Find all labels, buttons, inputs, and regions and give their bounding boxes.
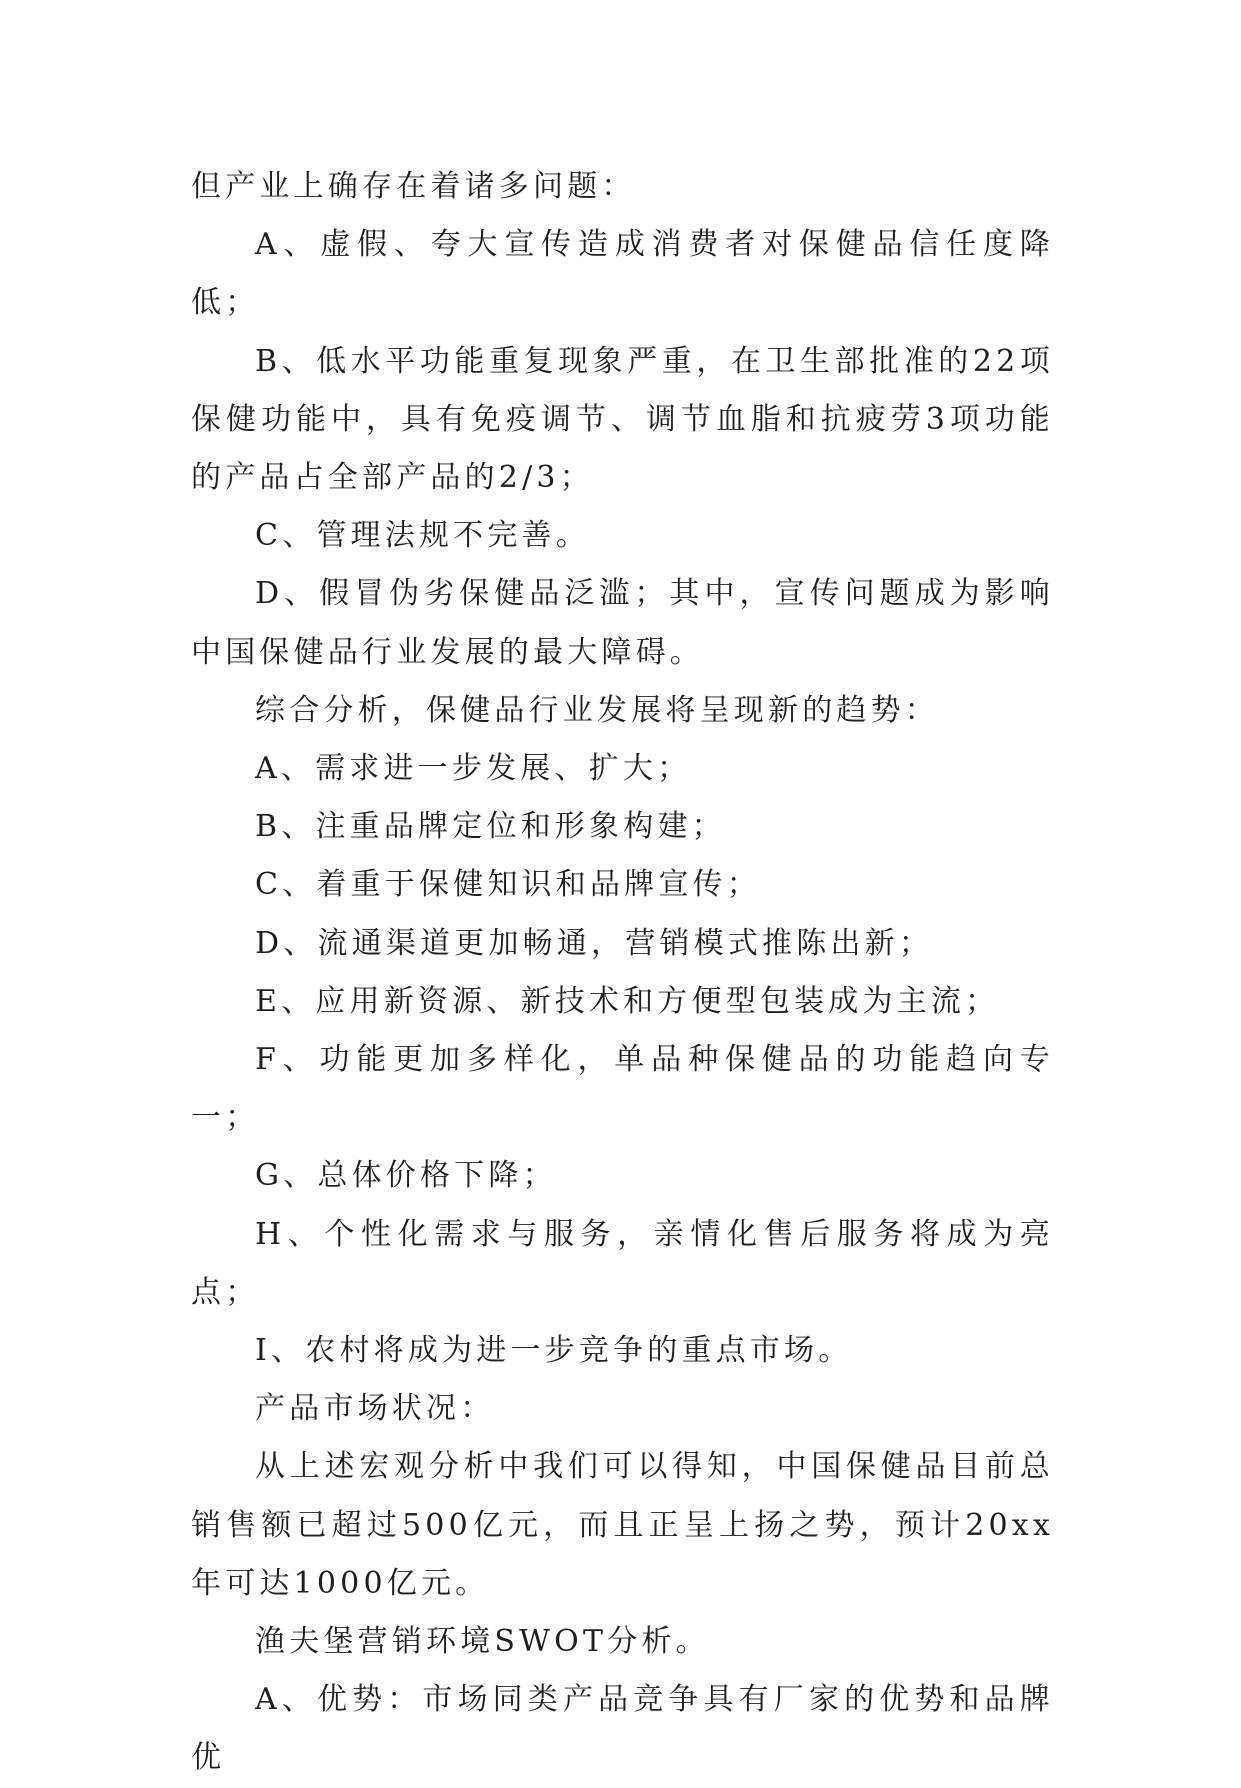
paragraph: 综合分析，保健品行业发展将呈现新的趋势： xyxy=(255,692,939,728)
list-item: G、总体价格下降； xyxy=(255,1158,557,1194)
list-item: A、需求进一步发展、扩大； xyxy=(255,751,692,787)
paragraph: D、假冒伪劣保健品泛滥；其中，宣传问题成为影响中国保健品行业发展的最大障碍。 xyxy=(191,576,1054,670)
document-body xyxy=(191,158,1054,1788)
section-heading: 渔夫堡营销环境SWOT分析。 xyxy=(255,1624,710,1660)
list-item: F、功能更加多样化，单品种保健品的功能趋向专一； xyxy=(191,1042,1054,1136)
paragraph: 但产业上确存在着诸多问题： xyxy=(191,169,636,204)
list-item: C、着重于保健知识和品牌宣传； xyxy=(255,867,761,903)
section-heading: 产品市场状况： xyxy=(255,1391,495,1427)
paragraph: C、管理法规不完善。 xyxy=(255,518,590,554)
list-item: H、个性化需求与服务，亲情化售后服务将成为亮点； xyxy=(191,1216,1054,1310)
paragraph: A、优势：市场同类产品竞争具有厂家的优势和品牌优 xyxy=(191,1682,1054,1776)
paragraph: A、虚假、夸大宣传造成消费者对保健品信任度降低； xyxy=(191,227,1054,321)
paragraph: B、低水平功能重复现象严重，在卫生部批准的22项保健功能中，具有免疫调节、调节血脂和抗疲劳3项功能的产品占全部产品的2/3； xyxy=(191,343,1054,496)
paragraph: 从上述宏观分析中我们可以得知，中国保健品目前总销售额已超过500亿元，而且正呈上扬之势，预计20xx年可达1000亿元。 xyxy=(191,1449,1054,1601)
list-item: E、应用新资源、新技术和方便型包装成为主流； xyxy=(255,983,1000,1019)
list-item: D、流通渠道更加畅通，营销模式推陈出新； xyxy=(255,925,934,961)
list-item: B、注重品牌定位和形象构建； xyxy=(255,809,726,845)
list-item: I、农村将成为进一步竞争的重点市场。 xyxy=(255,1333,853,1369)
